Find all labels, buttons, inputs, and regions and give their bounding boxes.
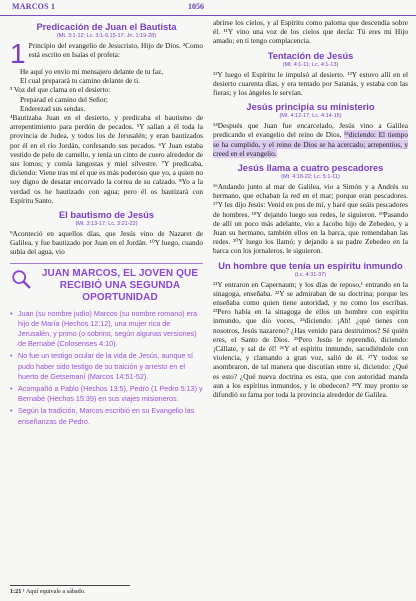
sidebar-title: JUAN MARCOS, EL JOVEN QUE RECIBIÓ UNA SEGUNDA OPORTUNIDAD — [41, 267, 199, 303]
poetry-line: Enderezad sus sendas. — [20, 103, 86, 113]
verse-paragraph: Principio del evangelio de Jesucristo, Hijo de Dios. ²Como está escrito en Isaías el profeta: — [28, 41, 203, 60]
footnote-ref: 1:21 — [10, 588, 22, 595]
cross-references: (Lc. 4:31-37) — [294, 271, 327, 278]
cross-references: (Mt. 4:18-22; Lc. 5:1-11) — [281, 174, 340, 181]
section-heading: Predicación de Juan el Bautista — [36, 22, 177, 32]
sidebar-title-row — [10, 268, 203, 304]
cross-references: (Mt. 3:13-17; Lc. 3:21-22) — [75, 221, 138, 228]
footnote — [10, 585, 130, 595]
list-item: • Acompañó a Pablo (Hechos 13:5), Pedro (1 Pedro 5:13) y Bernabé (Hechos 15:39) en sus viajes misioneros. — [10, 384, 203, 404]
verse-paragraph: ⁴Bautizaba Juan en el desierto, y predicaba el bautismo de arrepentimiento para perdón de pecados. ⁵Y salían a él toda la provincia de Judea, y todos los de Jerusalén; y eran bautizados por él en el río Jordán, confesando sus pecados. ⁶Y Juan estaba vestido de pelo de camello, y tenía un cinto de cuero alrededor de sus lomos; y comía langostas y miel silvestre. ⁷Y predicaba, diciendo: Viene tras mí el que es más poderoso que yo, a quien no soy digno de desatar encorvado la correa de su calzado. ⁸Yo a la verdad os he bautizado con agua; pero él os bautizará con Espíritu Santo. — [10, 113, 203, 205]
sidebar-box — [10, 263, 203, 427]
page-number: 1056 — [188, 2, 204, 11]
section-heading: El bautismo de Jesús — [58, 210, 155, 221]
list-item: • No fue un testigo ocular de la vida de Jesús, aunque sí pudo haber sido testigo de su traición y arresto en el huerto de Getsemaní (Marcos 14:51-52). — [10, 351, 203, 382]
list-item: • Juan (su nombre judío) Marcos (su nombre romano) era hijo de María (Hechos 12:12), una mujer rica de Jerusalén, y primo (o sobrino, según algunas versiones) de Bernabé (Colosenses 4:10). — [10, 309, 203, 350]
poetry-line: Preparad el camino del Señor; — [20, 94, 108, 104]
sidebar-list — [10, 309, 203, 427]
section-heading: Jesús llama a cuatro pescadores — [237, 163, 384, 174]
verse-paragraph: ⁹Aconteció en aquellos días, que Jesús vino de Nazaret de Galilea, y fue bautizado por Juan en el Jordán. ¹⁰Y luego, cuando subía del agua, vio — [10, 229, 203, 257]
cross-references: (Mt. 4:12-17; Lc. 4:14-15) — [279, 113, 342, 120]
highlighted-verse: ¹⁵diciendo: El tiempo se ha cumplido, y el reino de Dios se ha acercado; arrepentíos, y creed en el evangelio. — [213, 130, 408, 158]
verse-paragraph: ¹²Y luego el Espíritu le impulsó al desierto. ¹³Y estuvo allí en el desierto cuarenta días, y era tentado por Satanás, y estaba con las fieras; y los ángeles le servían. — [213, 69, 408, 98]
left-column — [10, 22, 203, 429]
cross-references: (Mt. 4:1-11; Lc. 4:1-13) — [282, 61, 339, 68]
poetry-line: El cual preparará tu camino delante de ti. — [20, 76, 140, 86]
section-heading: Tentación de Jesús — [267, 50, 354, 61]
poetry-line: He aquí yo envío mi mensajero delante de tu faz, — [20, 67, 164, 76]
section-heading: Jesús principia su ministerio — [246, 102, 375, 113]
running-head-book: MARCOS 1 — [12, 2, 56, 11]
cross-references: (Mt. 3:1-12; Lc. 3:1-9,15-17; Jn. 1:19-28) — [56, 33, 157, 39]
verse-paragraph: ²¹Y entraron en Capernaum; y los días de reposo,¹ entrando en la sinagoga, enseñaba. ²²Y se admiraban de su doctrina; porque les enseñaba como quien tiene autoridad, y no como los escribas. ²³Pero había en la sinagoga de ellos un hombre con espíritu inmundo, que dio voces, ²⁴diciendo: ¡Ah! ¿qué tienes con nosotros, Jesús nazareno? ¿Has venido para destruirnos? Sé quién eres, el Santo de Dios. ²⁵Pero Jesús le reprendió, diciendo: ¡Cállate, y sal de él! ²⁶Y el espíritu inmundo, sacudiéndole con violencia, y clamando a gran voz, salió de él. ²⁷Y todos se asombraron, de tal manera que discutían entre sí, diciendo: ¿Qué es esto? ¿Qué nueva doctrina es esta, que con autoridad manda aun a los espíritus inmundos, y le obedecen? ²⁸Y muy pronto se difundió su fama por toda la provincia alrededor de Galilea. — [213, 279, 408, 400]
verse-paragraph — [213, 121, 408, 158]
poetry-block — [10, 67, 203, 113]
poetry-line: ³ Voz del que clama en el desierto: — [10, 85, 111, 95]
page-header — [0, 0, 416, 16]
right-column — [213, 18, 408, 399]
list-item: • Según la tradición, Marcos escribió en su Evangelio las enseñanzas de Pedro. — [10, 406, 203, 426]
verse-paragraph: ¹⁶Andando junto al mar de Galilea, vio a Simón y a Andrés su hermano, que echaban la red en el mar; porque eran pescadores. ¹⁷Y les dijo Jesús: Venid en pos de mí, y haré que seáis pescadores de hombres. ¹⁸Y dejando luego sus redes, le siguieron. ¹⁹Pasando de allí un poco más adelante, vio a Jacobo hijo de Zebedeo, y a Juan su hermano, también ellos en la barca, que remendaban las redes. ²⁰Y luego los llamó; y dejando a su padre Zebedeo en la barca con los jornaleros, le siguieron. — [213, 182, 408, 256]
footnote-text: ¹ Aquí equivale a sábado. — [21, 588, 86, 595]
chapter-opening — [10, 38, 203, 69]
verse-text: ¹⁴Después que Juan fue encarcelado, Jesús vino a Galilea predicando el evangelio del reino de Dios, — [213, 121, 408, 140]
magnifying-glass-icon — [10, 268, 32, 290]
chapter-number: 1 — [10, 38, 26, 69]
section-heading: Un hombre que tenía un espíritu inmundo — [218, 260, 403, 271]
verse-paragraph: abrirse los cielos, y al Espíritu como paloma que descendía sobre él. ¹¹Y vino una voz de los cielos que decía: Tú eres mi Hijo amado; en ti tengo complacencia. — [213, 18, 408, 46]
